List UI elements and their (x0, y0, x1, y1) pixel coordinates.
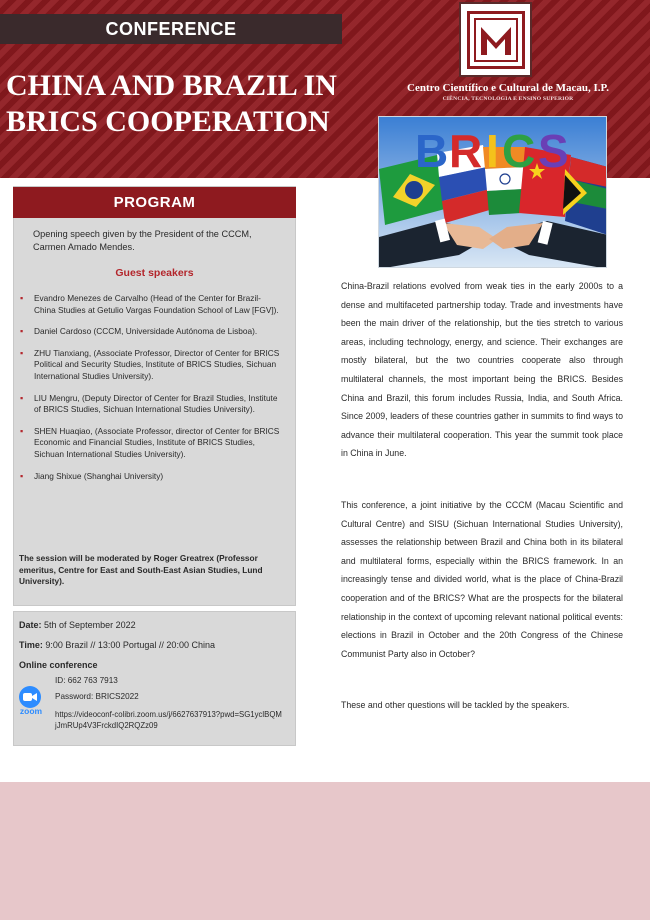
body-paragraph-1: China-Brazil relations evolved from weak ties in the early 2000s to a dense and multifaceted partnership today. Trade and investments have been the main driver of the relationship, but the ties stretch to various areas, including technology, energy, and science. Their exchanges are mostly bilateral, but the two countries cooperate also through multilateral channels, the most important being the BRICS. Besides China and Brazil, this forum includes Russia, India, and South Africa. Since 2009, leaders of these countries gather in summits to find ways to advance their multilateral cooperation. This year the summit took place in China in June. (341, 281, 623, 459)
zoom-logo-text: zoom (19, 706, 43, 716)
org-name: Centro Científico e Cultural de Macau, I.P. (407, 82, 609, 94)
zoom-meeting-link[interactable]: https://videoconf-colibri.zoom.us/j/6627637913?pwd=SG1yclBQMjJmRUp4V3FrckdIQ2RQZz09 (55, 710, 282, 730)
bullet-icon: ▪ (20, 347, 24, 358)
online-conference-label: Online conference (19, 660, 98, 670)
speaker-item (20, 426, 282, 461)
org-tagline: CIÊNCIA, TECNOLOGIA E ENSINO SUPERIOR (442, 96, 574, 102)
guest-speakers-heading: Guest speakers (115, 267, 194, 279)
brics-letter-s: S (538, 125, 569, 177)
svg-text:M: M (495, 43, 496, 45)
bullet-icon: ▪ (20, 470, 24, 481)
time-row (19, 640, 215, 650)
body-paragraph-3: These and other questions will be tackled by the speakers. (341, 700, 570, 710)
speaker-item (20, 348, 282, 383)
title-line-2: BRICS COOPERATION (6, 105, 330, 138)
title-line-1: CHINA AND BRAZIL IN (6, 69, 337, 102)
time-label: Time: (19, 640, 43, 650)
speaker-text: SHEN Huaqiao, (Associate Professor, director of Center for BRICS Economic and Financial Studies, Institute of BRICS Studies, Sichuan International Studies University). (34, 425, 280, 459)
footer-band (0, 782, 650, 920)
speaker-item (20, 293, 282, 316)
opening-speech-text: Opening speech given by the President of the CCCM, Carmen Amado Mendes. (33, 229, 252, 252)
date-label: Date: (19, 620, 42, 630)
logo-emblem (467, 11, 525, 69)
bullet-icon: ▪ (20, 392, 24, 403)
logo-m-icon (473, 17, 519, 63)
brics-handshake-image (378, 116, 607, 268)
bullet-icon: ▪ (20, 326, 24, 337)
program-header-bar (13, 187, 296, 218)
brics-letter-b: B (415, 125, 449, 177)
speaker-text: LIU Mengru, (Deputy Director of Center for Brazil Studies, Institute of BRICS Studies, Sichuan International Studies University). (34, 392, 278, 415)
date-value: 5th of September 2022 (44, 620, 136, 630)
brics-letter-c: C (502, 125, 536, 177)
speaker-text: Evandro Menezes de Carvalho (Head of the Center for Brazil-China Studies at Getulio Vargas Foundation School of Law [FGV]). (34, 293, 279, 315)
speaker-item (20, 393, 282, 416)
speakers-list (20, 293, 282, 492)
meeting-password: Password: BRICS2022 (55, 692, 139, 701)
date-row (19, 620, 136, 630)
moderation-note: The session will be moderated by Roger Greatrex (Professor emeritus, Centre for East and South-East Asian Studies, Lund University). (19, 553, 263, 587)
conference-bar (0, 14, 342, 44)
speaker-text: Jiang Shixue (Shanghai University) (34, 470, 164, 481)
speaker-text: ZHU Tianxiang, (Associate Professor, Director of Center for BRICS Political and Security Studies, Institute of BRICS Studies, Sichuan International Studies University). (34, 347, 280, 381)
page-title (6, 68, 376, 140)
program-heading: PROGRAM (113, 194, 196, 211)
bullet-icon: ▪ (20, 425, 24, 436)
speaker-item (20, 471, 282, 483)
cccm-logo (459, 2, 532, 77)
body-paragraph-2: This conference, a joint initiative by the CCCM (Macau Scientific and Cultural Centre) and SISU (Sichuan International Studies University), assesses the relationship between Brazil and China both in its bilateral and multilateral forms, especially within the BRICS framework. In an increasingly tense and divided world, what is the place of China-Brazil cooperation and of the BRICS? What are the prospects for the bilateral relationship in the context of upcoming relevant national political events: elections in Brazil in October and the 20th Congress of the Chinese Communist Party also in October? (341, 500, 623, 659)
brics-letter-r: R (449, 125, 483, 177)
speaker-text: Daniel Cardoso (CCCM, Universidade Autónoma de Lisboa). (34, 326, 258, 337)
time-value: 9:00 Brazil // 13:00 Portugal // 20:00 China (45, 640, 215, 650)
conference-label: CONFERENCE (105, 18, 237, 39)
speaker-item (20, 326, 282, 338)
bullet-icon: ▪ (20, 293, 24, 303)
zoom-camera-icon (19, 686, 41, 708)
meeting-id: ID: 662 763 7913 (55, 676, 118, 685)
brics-letter-i: I (486, 125, 499, 177)
